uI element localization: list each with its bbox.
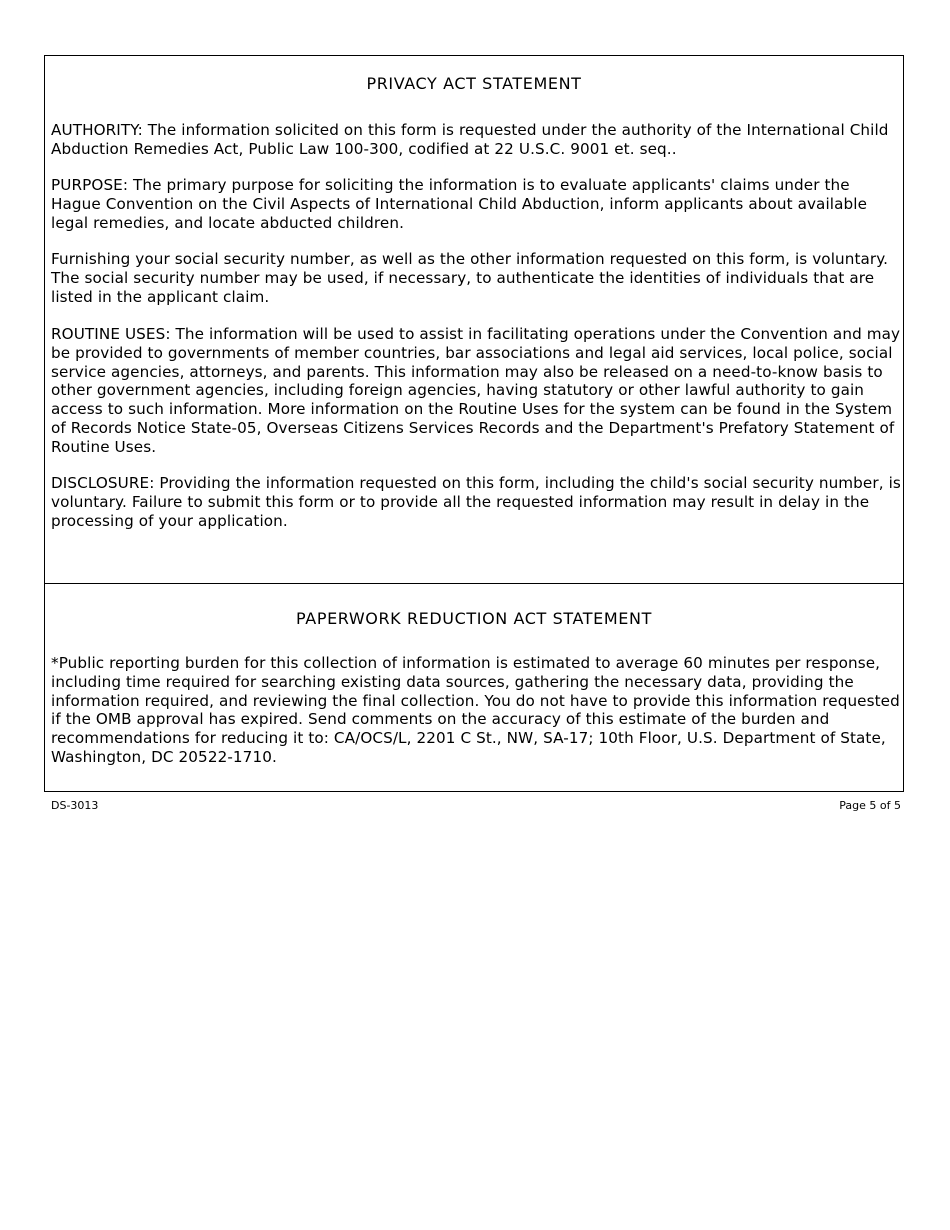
- form-number: DS-3013: [51, 799, 99, 812]
- page-number: Page 5 of 5: [839, 799, 901, 812]
- ssn-voluntary-paragraph: Furnishing your social security number, as well as the other information requested on this form, is voluntary. The social security number may be used, if necessary, to authenticate the identities of individuals that are listed in the applicant claim.: [51, 250, 889, 306]
- purpose-paragraph: PURPOSE: The primary purpose for soliciting the information is to evaluate applicants' claims under the Hague Convention on the Civil Aspects of International Child Abduction, inform applicants about available legal remedies, and locate abducted children.: [51, 176, 868, 232]
- disclosure-paragraph: DISCLOSURE: Providing the information requested on this form, including the child's social security number, is voluntary. Failure to submit this form or to provide all the requested information may result in delay in the processing of your application.: [51, 474, 901, 530]
- form-page-box: [44, 55, 904, 792]
- routine-uses-paragraph: ROUTINE USES: The information will be used to assist in facilitating operations under the Convention and may be provided to governments of member countries, bar associations and legal aid services, local police, social service agencies, attorneys, and parents. This information may also be released on a need-to-know basis to other government agencies, including foreign agencies, having statutory or other lawful authority to gain access to such information. More information on the Routine Uses for the system can be found in the System of Records Notice State-05, Overseas Citizens Services Records and the Department's Prefatory Statement of Routine Uses.: [51, 325, 901, 456]
- privacy-act-section: [45, 56, 903, 584]
- authority-paragraph: AUTHORITY: The information solicited on this form is requested under the authority of the International Child Abduction Remedies Act, Public Law 100-300, codified at 22 U.S.C. 9001 et. seq..: [51, 121, 889, 158]
- public-burden-paragraph: *Public reporting burden for this collection of information is estimated to average 60 minutes per response, including time required for searching existing data sources, gathering the necessary data, providing the information required, and reviewing the final collection. You do not have to provide this information requested if the OMB approval has expired. Send comments on the accuracy of this estimate of the burden and recommendations for reducing it to: CA/OCS/L, 2201 C St., NW, SA-17; 10th Floor, U.S. Department of State, Washington, DC 20522-1710.: [51, 654, 900, 766]
- paperwork-reduction-title: PAPERWORK REDUCTION ACT STATEMENT: [296, 609, 652, 628]
- paperwork-reduction-section: [45, 584, 903, 792]
- privacy-act-title: PRIVACY ACT STATEMENT: [366, 74, 582, 93]
